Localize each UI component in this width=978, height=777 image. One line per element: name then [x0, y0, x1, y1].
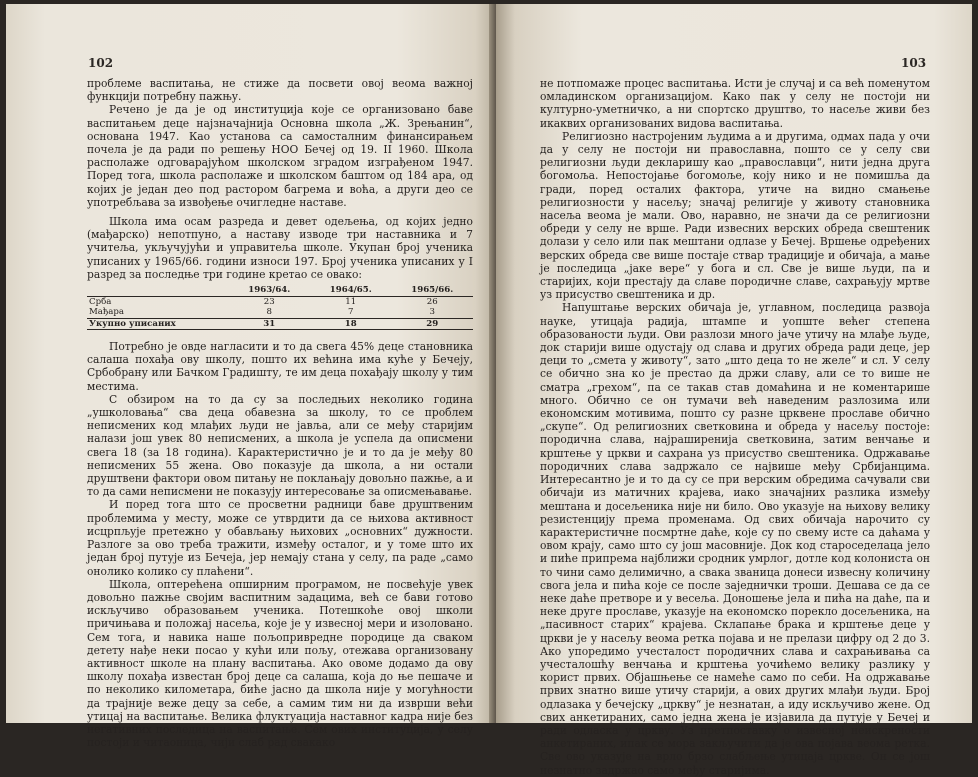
left-text-column — [87, 77, 473, 749]
paragraph: С обзиром на то да су за последњих неколико година „ушколовања“ сва деца обавезна за школу, то се проблем неписмених код млађих људи не јавља, али се међу старијим налази још увек 80 неписмених, а школа је успела да описмени свега 18 (за 18 година). Карактеристично је и то да је међу 80 неписмених 55 жена. Ово показује да школа, а ни остали друштвени фактори овом питању не поклањају довољно пажње, а и то да сами неписмени не показују интересовање за описмењавање. — [87, 392, 473, 499]
table-header-cell: 1965/66. — [392, 285, 474, 296]
table-cell: Срба — [89, 296, 112, 307]
paragraph: Религиозно настројеним људима а и другима, одмах пада у очи да у селу не постоји ни православна, пошто се у селу сви религиозни људи декларишу као „православци“, нити једна друга богомоља. Непостојање богомоље, коју нико и не помишља да гради, поред осталих фактора, утиче на видно смањење религиозности у насељу; значај религије у животу становника насеља веома је мали. Ово, наравно, не значи да се религиозни обреди у селу не врше. Ради извесних верских обреда свештеник долази у село или пак мештани одлазе у Бечеј. Вршење одређених верских обреда све више постаје ствар традиције и обичаја, а мање је последица „јаке вере“ у бога и сл. Све је више људи, па и старијих, који престају да славе породичне славе, сахрањују мртве уз присуство свештеника и др. — [540, 129, 930, 302]
table-total-row — [87, 318, 473, 330]
table-header-cell — [87, 285, 229, 296]
table-cell: 8 — [266, 307, 272, 318]
page-number-left: 102 — [88, 56, 114, 70]
paragraph: Школа, оптерећена опширним програмом, не посвећује увек довољно пажње својим васпитним задацима, већ се бави готово искључиво образовањем ученика. Потешкоће овој школи причињава и положај насеља, које је у извесној мери и изоловано. Сем тога, и навика наше пољопривредне породице да сваком детету нађе неки посао у кући или пољу, отежава организовану активност школе на плану васпитања. Ако овоме додамо да ову школу похађа известан број деце са салаша, која до ње пешаче и по неколико километара, биће јасно да школа није у могућности да трајније веже децу за себе, а самим тим ни да изврши већи утицај на васпитање. Велика флуктуација наставног кадра није без негативних последица на васпитање. Сем ових институција, у селу постоји и читаоница, чији слаб рад свакако — [87, 577, 473, 750]
enrollment-table — [87, 285, 473, 330]
paragraph: Потребно је овде нагласити и то да свега 45% деце становника салаша похађа ову школу, пошто их већина има куће у Бечеју, Србобрану или Бачком Градишту, те им деца похађају школу у тим местима. — [87, 340, 473, 393]
table-cell: 11 — [345, 296, 357, 307]
page-number-right: 103 — [901, 56, 927, 70]
table-cell: 7 — [348, 307, 354, 318]
paragraph: проблеме васпитања, не стиже да посвети овој веома важној функцији потребну пажњу. — [87, 77, 473, 104]
table-cell: Укупно уписаних — [87, 318, 229, 330]
table-cell: 31 — [229, 318, 310, 330]
table-cell: 29 — [392, 318, 474, 330]
table-header-cell: 1964/65. — [310, 285, 391, 296]
right-page — [496, 4, 972, 777]
table-cell: 18 — [310, 318, 391, 330]
paragraph: Речено је да је од институција које се организовано баве васпитањем деце најзначајнија Основна школа „Ж. Зрењанин“, основана 1947. Као установа са самосталним финансирањем почела је да ради по решењу НОО Бечеј од 19. II 1960. Школа располаже одговарајућом школском зградом изграђеном 1947. Поред тога, школа располаже и школском баштом од 184 ара, од којих је један део под растором багрема и воћа, а други део се употребљава за извођење очигледне наставе. — [87, 103, 473, 209]
table-cell: Мађара — [89, 307, 125, 318]
table-row — [87, 296, 473, 307]
table-header-cell: 1963/64. — [229, 285, 310, 296]
paragraph: Напуштање верских обичаја је, углавном, последица развоја науке, утицаја радија, штампе и уопште већег степена образованости људи. Ови разлози много јаче утичу на млађе људе, док старији више одустају од слава и других обреда ради деце, јер деци то „смета у животу“, зато „што деца то не желе“ и сл. У селу се обично зна ко је престао да држи славу, али се то више не сматра „грехом“, па се такав став домаћина и не коментарише много. Обично се он тумачи већ наведеним разлозима или економским мотивима, пошто су разне црквене прославе обично „скупе“. Од религиозних светковина и обреда у насељу постоје: породична слава, најраширенија светковина, затим венчање и крштење у цркви и сахрана уз присуство свештеника. Одржавање породичних слава задржало се највише међу Србијанцима. Интересантно је и то да су се при верским обредима сачували сви обичаји из матичних крајева, иако значајних разлика између мештана и досељеника није ни било. Ово указује на њихову велику резистенцију према променама. Од свих обичаја нарочито су карактеристичне посмртне даће, које су по свему исте са даћама у овом крају, само што су још масовније. Док код староседелаца јело и пиће припрема најближи сродник умрлог, дотле код колониста он то чини само делимично, а свака званица донеси извесну количину свога јела и пића које се после заједнички троши. Дешава се да се неке даће претворе и у весеља. Доношење јела и пића на даће, па и неке друге прославе, указује на економско порекло досељеника, на „пасивност старих“ крајева. Склапање брака и крштење деце у цркви је у насељу веома ретка појава и не прелази цифру од 2 до 3. Ако упоредимо учесталост породичних слава и сахрањивања са учесталошћу венчања и крштења уочићемо велику разлику у корист првих. Објашњење се намеће само по себи. На одржавање првих знатно више утичу старији, а ових других млађи људи. Број одлазака у бечејску „цркву“ је незнатан, а иду искључиво жене. Од свих анкетираних, само једна жена је изјавила да путује у Бечеј и ради одласка у цркву. Уз претпоставку о извесној неискрености анкетираних, ипак се мора закључити да је ова појава веома ретка. Све ово указује на врло брзо слабљење утицаја цркве. Он се још незнатно задржао само међу старијима. — [540, 301, 930, 777]
paragraph: не потпомаже процес васпитања. Исти је случај и са већ поменутом омладинском организацијом. Како пак у селу не постоји ни културно-уметничко, а ни спортско друштво, то насеље живи без икаквих организованих видова васпитања. — [540, 77, 930, 130]
table-cell: 23 — [263, 296, 275, 307]
table-header-row — [87, 285, 473, 296]
table-cell: 26 — [426, 296, 438, 307]
paragraph: Школа има осам разреда и девет одељења, од којих једно (мађарско) непотпуно, а наставу изводе три наставника и 7 учитеља, укључујући и управитеља школе. Укупан број ученика уписаних у 1965/66. години износи 197. Број ученика уписаних у I разред за последње три године кретао се овако: — [87, 215, 473, 281]
table-row — [87, 307, 473, 318]
right-text-column — [540, 77, 930, 777]
paragraph: И поред тога што се просветни радници баве друштвеним проблемима у месту, може се утврдити да се њихова активност исцрпљује претежно у обављању њихових „основних“ дужности. Разлоге за ово треба тражити, између осталог, и у томе што их један број путује из Бечеја, јер немају стана у селу, па раде „само онолико колико су плаћени“. — [87, 498, 473, 578]
left-page — [6, 4, 495, 750]
table-cell: 3 — [429, 307, 435, 318]
